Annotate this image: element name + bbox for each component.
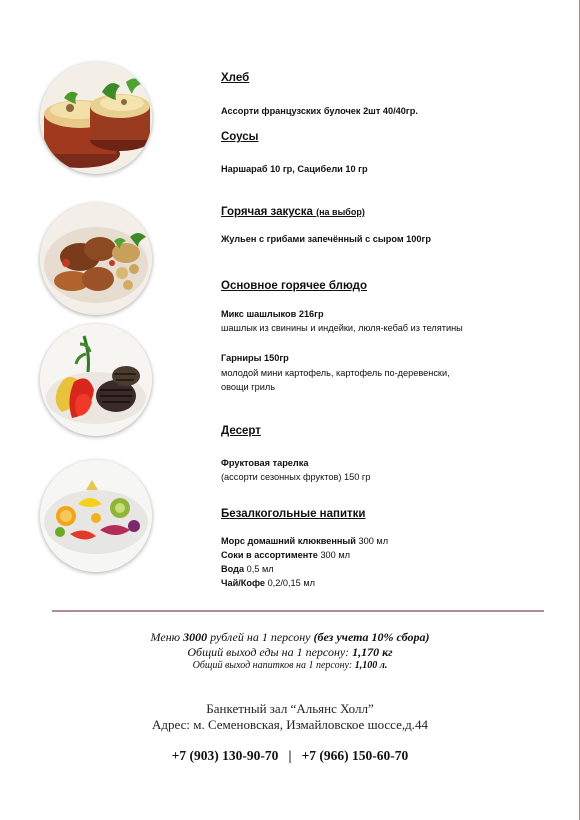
section-title-hot-appetizer	[221, 206, 365, 218]
menu-item-garnish-desc-1: молодой мини картофель, картофель по-деревенски,	[221, 368, 450, 378]
shashlik-photo	[40, 203, 152, 315]
fruit-plate-photo	[40, 460, 152, 572]
food-yield-value: 1,170 кг	[352, 645, 393, 659]
price-mid: рублей на 1 персону	[207, 630, 314, 644]
section-title-sauces: Соусы	[221, 131, 259, 143]
section-title-main-course: Основное горячее блюдо	[221, 280, 367, 292]
drink-item	[221, 536, 388, 546]
footer-divider	[52, 610, 544, 612]
drink-amount: 300 мл	[355, 536, 389, 546]
menu-item-garnish: Гарниры 150гр	[221, 353, 289, 363]
venue-name: Банкетный зал “Альянс Холл”	[206, 701, 374, 716]
drink-yield-value: 1,100 л.	[354, 660, 388, 671]
drink-amount: 0,5 мл	[244, 564, 274, 574]
menu-item-fruit-plate-desc: (ассорти сезонных фруктов) 150 гр	[221, 472, 371, 482]
section-title-hot-appetizer-note: (на выбор)	[316, 207, 365, 217]
drink-name: Чай/Кофе	[221, 578, 266, 588]
menu-item-shashlik-desc: шашлык из свинины и индейки, люля-кебаб из телятины	[221, 323, 463, 333]
phone-separator: |	[278, 748, 302, 763]
section-title-dessert: Десерт	[221, 425, 261, 437]
venue-address: Адрес: м. Семеновская, Измайловское шоссе,д.44	[152, 717, 428, 732]
menu-item-julienne: Жульен с грибами запечённый с сыром 100гр	[221, 234, 431, 244]
grilled-vegetables-photo	[40, 324, 152, 436]
food-yield-label: Общий выход еды на 1 персону:	[187, 645, 353, 659]
drink-name: Вода	[221, 564, 245, 574]
price-line	[0, 630, 580, 645]
drink-item	[221, 578, 315, 588]
drink-yield-label: Общий выход напитков на 1 персону:	[192, 660, 355, 671]
food-yield-line	[0, 645, 580, 660]
drink-amount: 300 мл	[317, 550, 351, 560]
price-prefix: Меню	[150, 630, 184, 644]
menu-item-bread: Ассорти французских булочек 2шт 40/40гр.	[221, 106, 418, 116]
drink-amount: 0,2/0,15 мл	[265, 578, 316, 588]
price-value: 3000	[183, 630, 208, 644]
section-title-drinks: Безалкогольные напитки	[221, 508, 366, 520]
section-title-bread: Хлеб	[221, 72, 250, 84]
drink-name: Соки в ассортименте	[221, 550, 318, 560]
phone-1[interactable]: +7 (903) 130-90-70	[171, 748, 279, 763]
menu-item-garnish-desc-2: овощи гриль	[221, 382, 275, 392]
julienne-photo	[40, 62, 152, 174]
drink-yield-line	[0, 660, 580, 671]
menu-item-shashlik: Микс шашлыков 216гр	[221, 309, 324, 319]
drink-item	[221, 564, 274, 574]
phone-2[interactable]: +7 (966) 150-60-70	[301, 748, 409, 763]
phone-line	[0, 748, 580, 764]
price-note: (без учета 10% сбора)	[313, 630, 430, 644]
menu-item-fruit-plate: Фруктовая тарелка	[221, 458, 309, 468]
drink-item	[221, 550, 350, 560]
menu-item-sauces: Наршараб 10 гр, Сацибели 10 гр	[221, 164, 368, 174]
section-title-hot-appetizer-label: Горячая закуска	[221, 206, 313, 218]
drink-name: Морс домашний клюквенный	[221, 536, 356, 546]
